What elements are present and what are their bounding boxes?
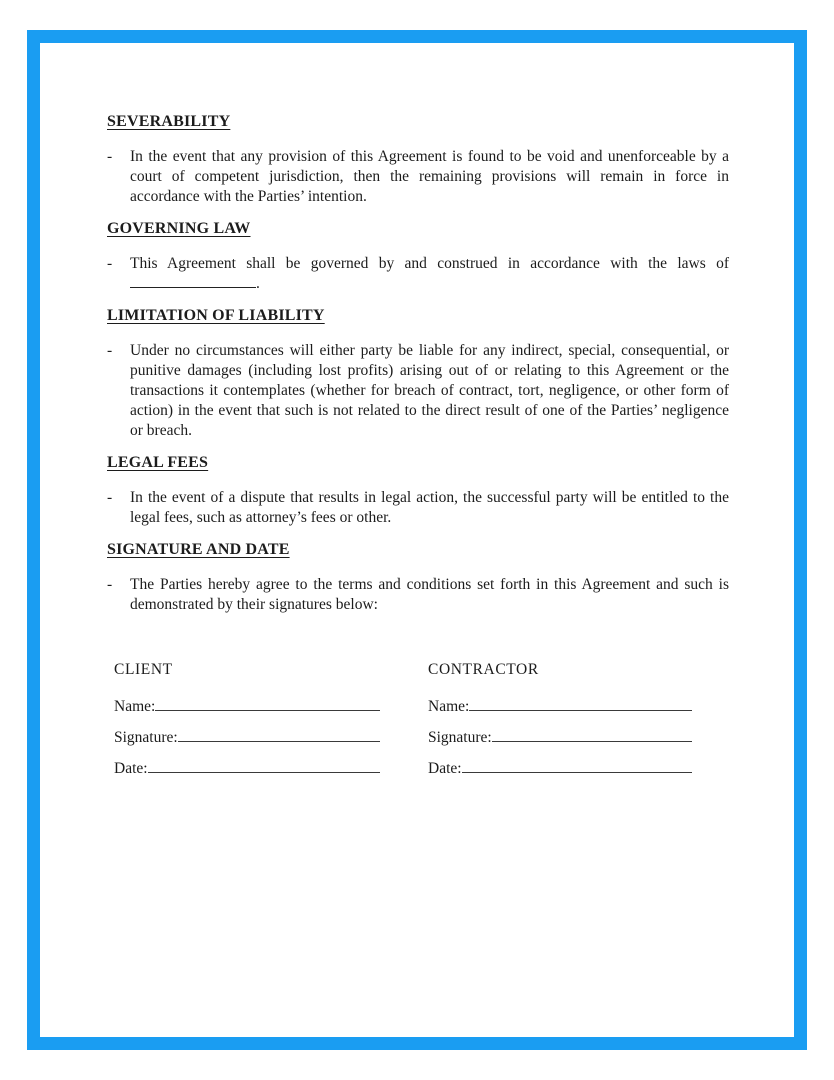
limitation-of-liability-text: Under no circumstances will either party be liable for any indirect, special, consequential, or punitive damages (including lost profits) arising out of or relating to this Agreement or the transactions it contemplates (whether for breach of contract, tort, negligence, or other form of action) in the event that such is not related to the direct result of one of the Parties’ negligence or breach. (130, 342, 729, 439)
section-governing-law (107, 219, 729, 294)
bullet-item (107, 147, 729, 207)
section-severability (107, 112, 729, 207)
document-content (40, 43, 794, 790)
bullet-item (107, 341, 729, 441)
contractor-date-label: Date: (428, 760, 462, 777)
heading-signature-and-date: SIGNATURE AND DATE (107, 541, 290, 558)
contractor-signature-line (492, 728, 692, 742)
bullet-marker: - (107, 576, 113, 593)
client-signature-line (178, 728, 380, 742)
contractor-name-label: Name: (428, 698, 470, 715)
heading-severability: SEVERABILITY (107, 113, 231, 130)
signature-block (114, 660, 729, 790)
bullet-item (107, 254, 729, 294)
section-signature-and-date (107, 540, 729, 615)
client-date-row (114, 759, 380, 779)
contractor-date-row (428, 759, 692, 779)
bullet-marker: - (107, 255, 113, 272)
document-page (27, 30, 807, 1050)
governing-law-period: . (256, 275, 260, 292)
contractor-signature-row (428, 728, 692, 748)
bullet-marker: - (107, 148, 113, 165)
contractor-signature-label: Signature: (428, 729, 492, 746)
heading-legal-fees: LEGAL FEES (107, 454, 209, 471)
client-name-line (155, 697, 380, 711)
governing-law-text (130, 254, 729, 294)
contractor-date-line (462, 759, 692, 773)
section-limitation-of-liability (107, 306, 729, 441)
bullet-marker: - (107, 489, 113, 506)
client-date-line (148, 759, 380, 773)
contractor-name-row (428, 697, 692, 717)
bullet-item (107, 575, 729, 615)
section-legal-fees (107, 453, 729, 528)
legal-fees-text: In the event of a dispute that results in legal action, the successful party will be entitled to the legal fees, such as attorney’s fees or other. (130, 489, 729, 526)
severability-text: In the event that any provision of this Agreement is found to be void and unenforceable by a court of competent jurisdiction, then the remaining provisions will remain in force in accordance with the Parties’ intention. (130, 148, 729, 205)
client-signature-label: Signature: (114, 729, 178, 746)
signature-and-date-text: The Parties hereby agree to the terms and conditions set forth in this Agreement and such is demonstrated by their signatures below: (130, 576, 729, 613)
contractor-name-line (469, 697, 692, 711)
heading-governing-law: GOVERNING LAW (107, 220, 251, 237)
client-name-label: Name: (114, 698, 156, 715)
governing-law-fill-in-blank (130, 275, 256, 288)
contractor-signature-column (428, 660, 692, 790)
bullet-item (107, 488, 729, 528)
governing-law-sentence: This Agreement shall be governed by and construed in accordance with the laws of (130, 255, 729, 272)
contractor-title: CONTRACTOR (428, 661, 539, 678)
heading-limitation-of-liability: LIMITATION OF LIABILITY (107, 307, 325, 324)
client-name-row (114, 697, 380, 717)
client-title: CLIENT (114, 661, 173, 678)
bullet-marker: - (107, 342, 113, 359)
client-date-label: Date: (114, 760, 148, 777)
client-signature-row (114, 728, 380, 748)
client-signature-column (114, 660, 380, 790)
